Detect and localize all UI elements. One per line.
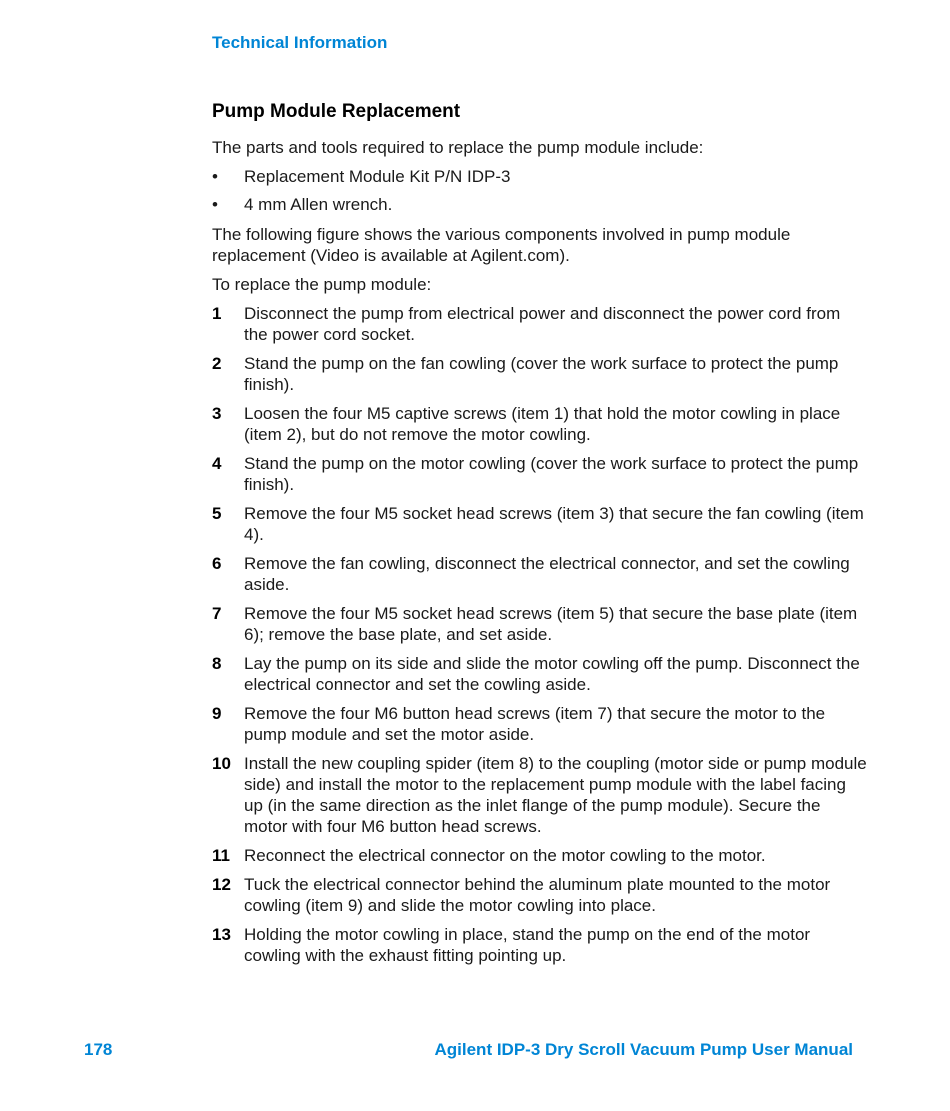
list-item-text: 4 mm Allen wrench. (244, 195, 393, 214)
step-text: Holding the motor cowling in place, stand the pump on the end of the motor cowling with the exhaust fitting pointing up. (244, 925, 811, 965)
procedure-step (212, 874, 867, 916)
step-text: Stand the pump on the fan cowling (cover the work surface to protect the pump finish). (244, 354, 839, 394)
step-number: 1 (212, 304, 222, 323)
bullet-icon: • (212, 167, 218, 186)
step-number: 8 (212, 654, 222, 673)
step-text: Lay the pump on its side and slide the motor cowling off the pump. Disconnect the electrical connector and set the cowling aside. (244, 654, 860, 694)
steps-intro-paragraph: To replace the pump module: (212, 275, 432, 294)
procedure-step (212, 653, 867, 695)
step-text: Reconnect the electrical connector on the motor cowling to the motor. (244, 846, 766, 865)
procedure-step (212, 403, 867, 445)
page-number: 178 (84, 1040, 113, 1059)
procedure-step (212, 845, 867, 866)
bullet-icon: • (212, 195, 218, 214)
procedure-step (212, 703, 867, 745)
step-text: Remove the four M6 button head screws (item 7) that secure the motor to the pump module and set the motor aside. (244, 704, 826, 744)
procedure-step (212, 924, 867, 966)
step-number: 4 (212, 454, 222, 473)
procedure-step (212, 503, 867, 545)
procedure-step (212, 453, 867, 495)
step-text: Remove the four M5 socket head screws (item 5) that secure the base plate (item 6); remove the base plate, and set aside. (244, 604, 858, 644)
step-text: Loosen the four M5 captive screws (item 1) that hold the motor cowling in place (item 2), but do not remove the motor cowling. (244, 404, 841, 444)
step-text: Install the new coupling spider (item 8) to the coupling (motor side or pump module side) and install the motor to the replacement pump module with the label facing up (in the same direction as the inlet flange of the pump module). Secure the motor with four M6 button head screws. (244, 754, 867, 836)
step-number: 13 (212, 925, 231, 944)
step-number: 3 (212, 404, 222, 423)
step-text: Tuck the electrical connector behind the aluminum plate mounted to the motor cowling (item 9) and slide the motor cowling into place. (244, 875, 831, 915)
step-number: 2 (212, 354, 222, 373)
step-text: Remove the fan cowling, disconnect the electrical connector, and set the cowling aside. (244, 554, 850, 594)
step-number: 5 (212, 504, 222, 523)
procedure-step (212, 553, 867, 595)
step-number: 9 (212, 704, 222, 723)
procedure-steps (212, 303, 867, 966)
parts-list (212, 166, 867, 215)
main-content (212, 100, 867, 974)
procedure-step (212, 603, 867, 645)
step-text: Disconnect the pump from electrical power and disconnect the power cord from the power cord socket. (244, 304, 841, 344)
intro-paragraph: The parts and tools required to replace the pump module include: (212, 138, 704, 157)
running-header: Technical Information (212, 33, 388, 52)
section-title: Pump Module Replacement (212, 101, 461, 122)
list-item (212, 166, 867, 187)
list-item (212, 194, 867, 215)
procedure-step (212, 303, 867, 345)
list-item-text: Replacement Module Kit P/N IDP-3 (244, 167, 511, 186)
figure-note-paragraph: The following figure shows the various components involved in pump module replacement (Video is available at Agilent.com). (212, 225, 791, 265)
step-number: 6 (212, 554, 222, 573)
step-number: 12 (212, 875, 231, 894)
manual-title: Agilent IDP-3 Dry Scroll Vacuum Pump User Manual (434, 1040, 853, 1059)
step-text: Stand the pump on the motor cowling (cover the work surface to protect the pump finish). (244, 454, 859, 494)
procedure-step (212, 753, 867, 837)
step-number: 10 (212, 754, 231, 773)
step-text: Remove the four M5 socket head screws (item 3) that secure the fan cowling (item 4). (244, 504, 864, 544)
procedure-step (212, 353, 867, 395)
step-number: 11 (212, 846, 230, 865)
step-number: 7 (212, 604, 222, 623)
